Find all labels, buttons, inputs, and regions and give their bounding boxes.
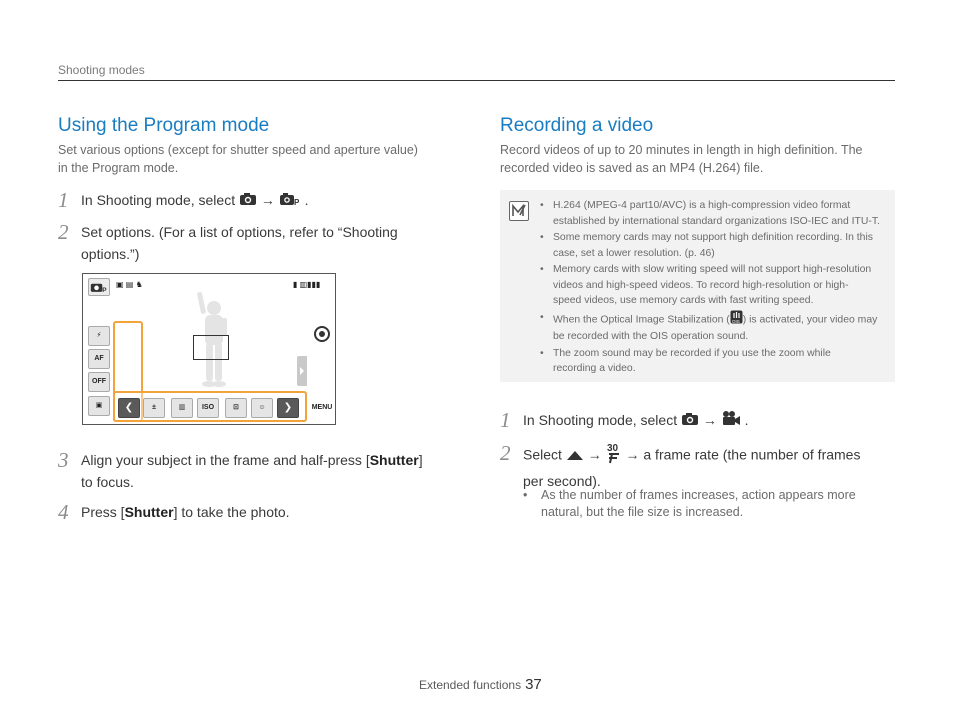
fps-label: 30 [606, 443, 618, 454]
note-item: • Some memory cards may not support high definition recording. In this case, set a lower resolution. (p. 46) [540, 230, 890, 261]
step-number: 2 [58, 220, 69, 244]
af-icon[interactable]: AF [88, 349, 110, 369]
step-4: Press [Shutter] to take the photo. [81, 504, 290, 520]
step-1: In Shooting mode, select → P . [81, 189, 309, 212]
metering-icon[interactable]: ⊡ [225, 398, 247, 418]
page-number: 37 [525, 676, 542, 693]
step-2: Set options. (For a list of options, refer to “Shooting options.”) [81, 224, 398, 262]
video-step-1: In Shooting mode, select → . [523, 409, 749, 432]
camera-icon [239, 190, 257, 212]
program-mode-icon[interactable] [88, 278, 110, 296]
iso-icon[interactable]: ISO [197, 398, 219, 418]
step-number: 3 [58, 448, 69, 472]
scroll-left-button[interactable]: ❮ [118, 398, 140, 418]
recording-video-description: Record videos of up to 20 minutes in length in high definition. The recorded video is saved as an MP4 (H.264) file. [500, 143, 863, 175]
camera-icon [681, 410, 699, 432]
drive-icon[interactable]: ▣ [88, 396, 110, 416]
step-number: 1 [58, 188, 69, 212]
note-item: • The zoom sound may be recorded if you use the zoom while recording a video. [540, 346, 890, 377]
step-number: 4 [58, 500, 69, 524]
up-triangle-icon [566, 445, 584, 467]
ois-icon[interactable]: OFF [88, 372, 110, 392]
smart-album-icon[interactable] [312, 325, 332, 345]
movie-camera-icon [721, 410, 741, 432]
program-mode-description: Set various options (except for shutter speed and aperture value) in the Program mode. [58, 143, 418, 175]
step-3: Align your subject in the frame and half-press [Shutter] to focus. [81, 452, 423, 490]
note-icon [509, 201, 529, 221]
note-box [500, 190, 895, 382]
expand-tab[interactable] [297, 356, 307, 386]
camera-screen-illustration [82, 273, 336, 425]
exposure-icon[interactable]: ± [143, 398, 165, 418]
recording-video-title: Recording a video [500, 115, 654, 136]
battery-icon: ▮ ▥▮▮▮ [293, 280, 321, 289]
note-item: • When the Optical Image Stabilization ( OIS ) is activated, your video may be recorded with the OIS operation sound. [540, 310, 890, 345]
note-item: • H.264 (MPEG-4 part10/AVC) is a high-compression video format established by international standard organizations ISO-IEC and ITU-T. [540, 198, 890, 229]
face-detect-icon[interactable]: ☺ [251, 398, 273, 418]
note-list [540, 198, 890, 378]
svg-text:P: P [293, 198, 300, 207]
svg-text:P: P [102, 286, 107, 294]
step-number: 2 [500, 441, 511, 465]
section-header: Shooting modes [58, 63, 145, 77]
focus-frame [193, 335, 229, 360]
header-rule [58, 80, 895, 81]
page-footer: Extended functions 37 [419, 676, 542, 693]
frame-rate-icon [606, 442, 622, 470]
program-mode-icon [279, 190, 301, 212]
video-step-2: Select → 30 → a frame rate (the number of frames per second). [523, 443, 861, 489]
flash-icon[interactable]: ⚡ [88, 326, 110, 346]
step-number: 1 [500, 408, 511, 432]
note-item: • Memory cards with slow writing speed will not support high-resolution videos and high-speed videos. To record high-resolution or high- speed videos, use memory cards with fast writing speed. [540, 262, 890, 309]
status-icons: ▣ ▤ ♞ [116, 280, 143, 289]
menu-button[interactable]: MENU [310, 399, 334, 417]
ois-hand-icon [730, 310, 743, 330]
frame-rate-tip: • As the number of frames increases, action appears more natural, but the file size is increased. [523, 487, 893, 521]
program-mode-title: Using the Program mode [58, 115, 270, 136]
scroll-right-button[interactable]: ❯ [277, 398, 299, 418]
svg-text:OIS: OIS [731, 318, 740, 324]
white-balance-icon[interactable]: ▥ [171, 398, 193, 418]
